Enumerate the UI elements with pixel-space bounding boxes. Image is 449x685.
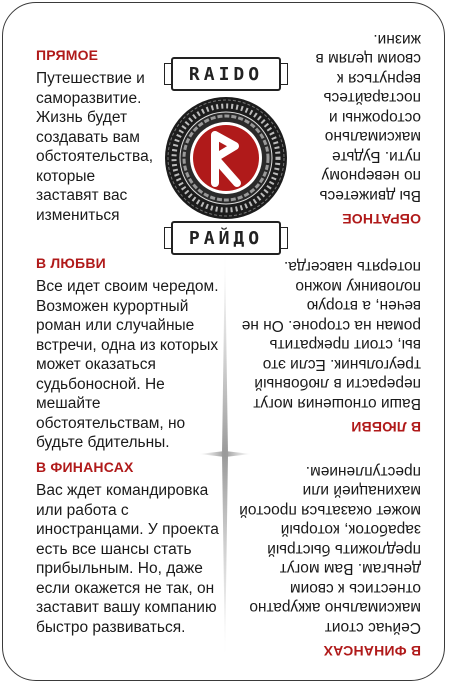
love-text: Все идет своим чередом. Возможен курортный роман или случайные встречи, одна из которых может оказаться судьбоносной. Не мешайте обстоятельствам, но будьте бдительны. — [36, 278, 219, 451]
reversed-love-text: Ваши отношения могут перерасти в любовный треугольник. Если это вы, стоит прекратить роман на стороне. Он не вечен, а вторую половинку можно потерять навсегда. — [241, 258, 421, 412]
love-section — [36, 255, 222, 453]
reversed-love-title: В ЛЮБВИ — [351, 419, 421, 435]
reversed-love-section — [235, 255, 421, 435]
finance-title: В ФИНАНСАХ — [36, 459, 134, 475]
reversed-section — [303, 31, 421, 227]
reversed-text: Вы движетесь по неверному пути. Будьте максимально осторожны и постарайтесь вернуться к своим целям в жизни. — [315, 31, 421, 204]
reversed-finance-title: В ФИНАНСАХ — [323, 643, 421, 659]
upright-section — [36, 47, 154, 225]
finance-text: Вас ждет командировка или работа с иностранцами. У проекта есть все шансы стать прибыльным. Но, даже если окажется не так, он заставит вашу компанию быстро развиваться. — [36, 482, 219, 636]
reversed-finance-text: Сейчас стоит максимально аккуратно отнестись к своим деньгам. Вам могут предложить быстрый заработок, который может оказаться простой махинацией или преступлением. — [239, 463, 421, 636]
rune-name-plate-top — [171, 57, 281, 91]
upright-text: Путешествие и саморазвитие. Жизнь будет создавать вам обстоятельства, которые заставят вас измениться — [36, 70, 153, 224]
rune-name-latin: RAIDO — [188, 63, 264, 85]
reversed-finance-section — [235, 459, 421, 659]
rune-name-cyrillic: РАЙДО — [188, 227, 264, 249]
finance-section — [36, 459, 222, 637]
center-divider — [199, 239, 251, 669]
upright-title: ПРЯМОЕ — [36, 47, 99, 63]
rune-emblem — [163, 95, 289, 221]
rune-card — [2, 2, 445, 681]
love-title: В ЛЮБВИ — [36, 255, 106, 271]
reversed-title: ОБРАТНОЕ — [342, 211, 421, 227]
